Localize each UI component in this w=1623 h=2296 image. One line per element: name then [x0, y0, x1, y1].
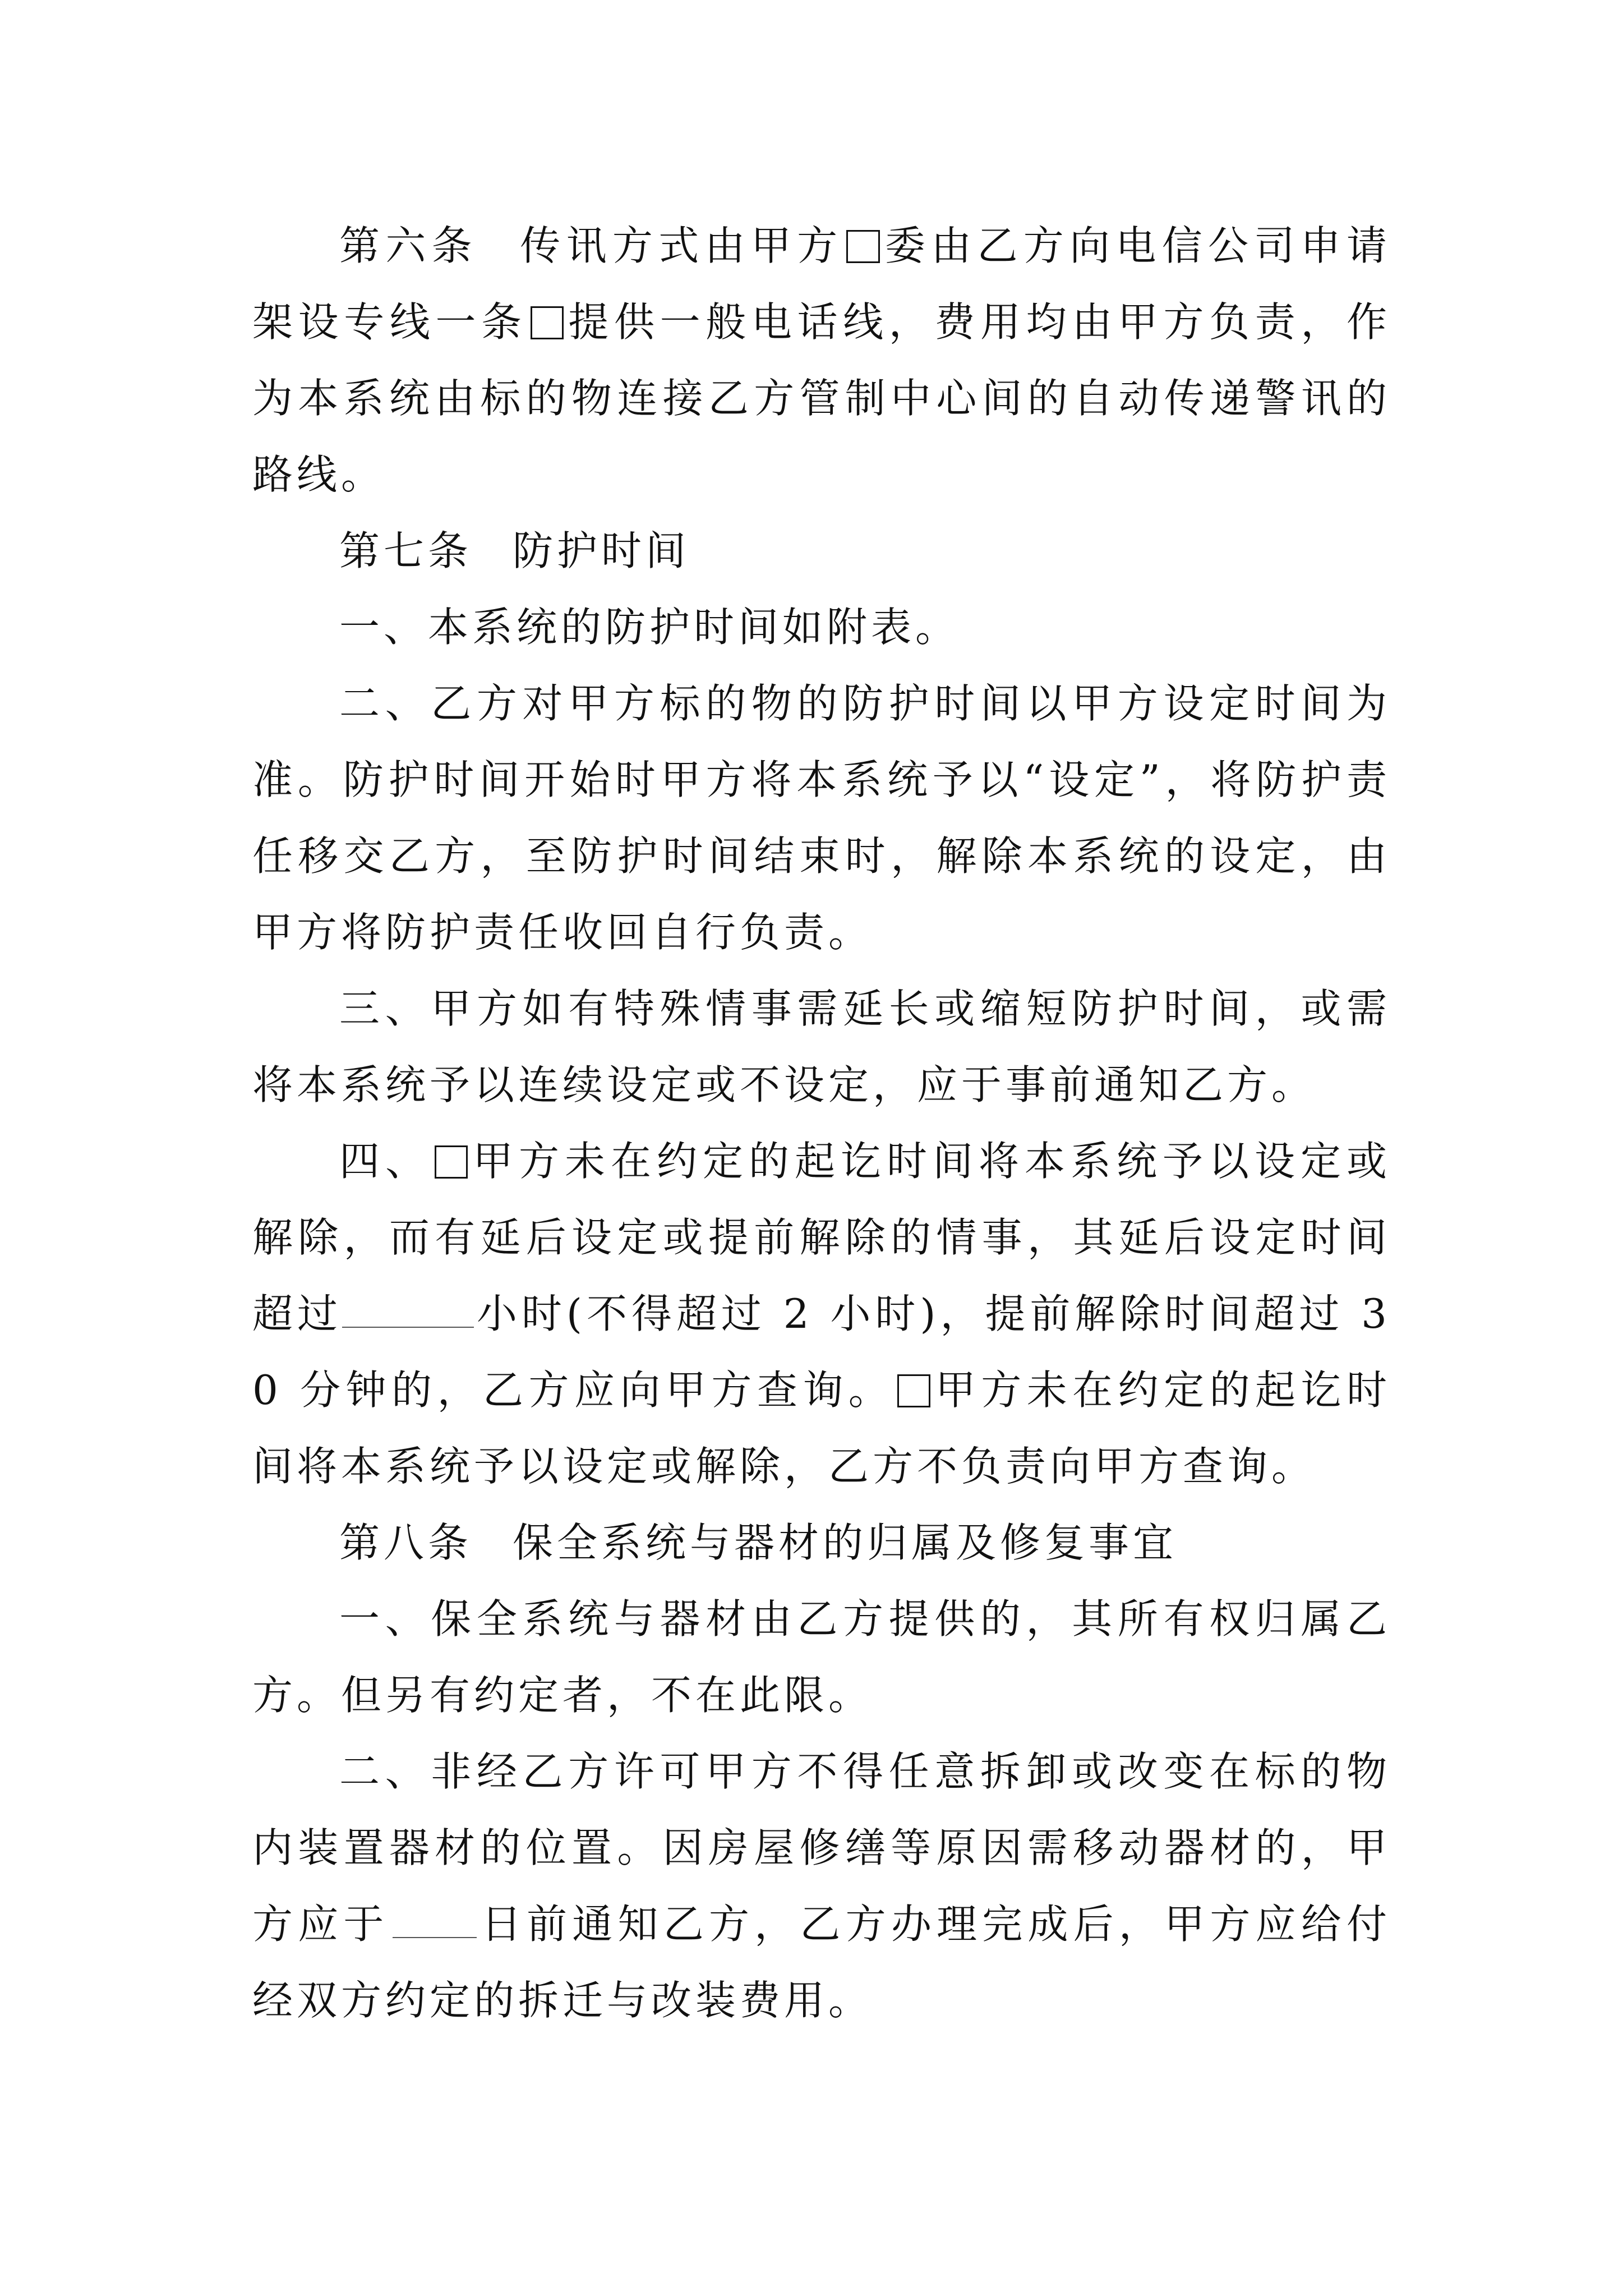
article-8-item-1: 一、保全系统与器材由乙方提供的，其所有权归属乙方。但另有约定者，不在此限。 [252, 1595, 1391, 1719]
hours-blank-field [342, 1293, 474, 1328]
article-7-item-4-text-3: 甲方未在约定的起讫时间将本系统予以设定或解除，乙方不负责向甲方查询。 [252, 1366, 1391, 1490]
article-6-heading: 第六条 [339, 222, 478, 269]
article-7-item-4-text-1: 甲方未在约定的起讫时间将本系统予以设定或解除，而有延后设定或提前解除的情事，其延后设定时间超过 [252, 1138, 1391, 1337]
article-7-title: 防护时间 [513, 527, 690, 574]
days-blank-field [393, 1903, 477, 1938]
article-8-heading: 第八条 [339, 1519, 473, 1566]
article-7-heading-paragraph [252, 513, 1391, 589]
article-8-item-2-text-1: 二、非经乙方许可甲方不得任意拆卸或改变在标的物内装置器材的位置。因房屋修缮等原因需移动器材的，甲方应于 [252, 1748, 1391, 1948]
article-7-item-1: 一、本系统的防护时间如附表。 [339, 604, 960, 651]
article-8-item-2 [252, 1733, 1391, 2039]
article-6-paragraph [252, 208, 1391, 513]
article-7-heading: 第七条 [339, 527, 473, 574]
checkbox-icon [531, 306, 564, 339]
article-8-heading-paragraph [252, 1504, 1391, 1581]
article-6-text-2: 委由乙方向电信公司申请架设专线一条 [252, 222, 1391, 346]
checkbox-icon [435, 1145, 468, 1179]
checkbox-icon [897, 1374, 930, 1407]
article-7-item-4 [252, 1123, 1391, 1504]
article-7-item-4-text-2: 小时(不得超过 2 小时)，提前解除时间超过 30 分钟的，乙方应向甲方查询。 [252, 1290, 1391, 1414]
article-7-item-2: 二、乙方对甲方标的物的防护时间以甲方设定时间为准。防护时间开始时甲方将本系统予以“设定”，将防护责任移交乙方，至防护时间结束时，解除本系统的设定，由甲方将防护责任收回自行负责。 [252, 680, 1391, 956]
article-7-item-4-prefix: 四、 [339, 1138, 431, 1185]
article-8-title: 保全系统与器材的归属及修复事宜 [513, 1519, 1178, 1566]
article-8-item-2-text-2: 日前通知乙方，乙方办理完成后，甲方应给付经双方约定的拆迁与改装费用。 [252, 1901, 1391, 2024]
checkbox-icon [846, 230, 879, 263]
article-6-text-3: 提供一般电话线，费用均由甲方负责，作为本系统由标的物连接乙方管制中心间的自动传递警讯的路线。 [252, 298, 1391, 498]
article-7-item-3: 三、甲方如有特殊情事需延长或缩短防护时间，或需将本系统予以连续设定或不设定，应于事前通知乙方。 [252, 985, 1391, 1108]
article-6-text-1: 传讯方式由甲方 [518, 222, 843, 269]
document-page [252, 208, 1391, 2039]
